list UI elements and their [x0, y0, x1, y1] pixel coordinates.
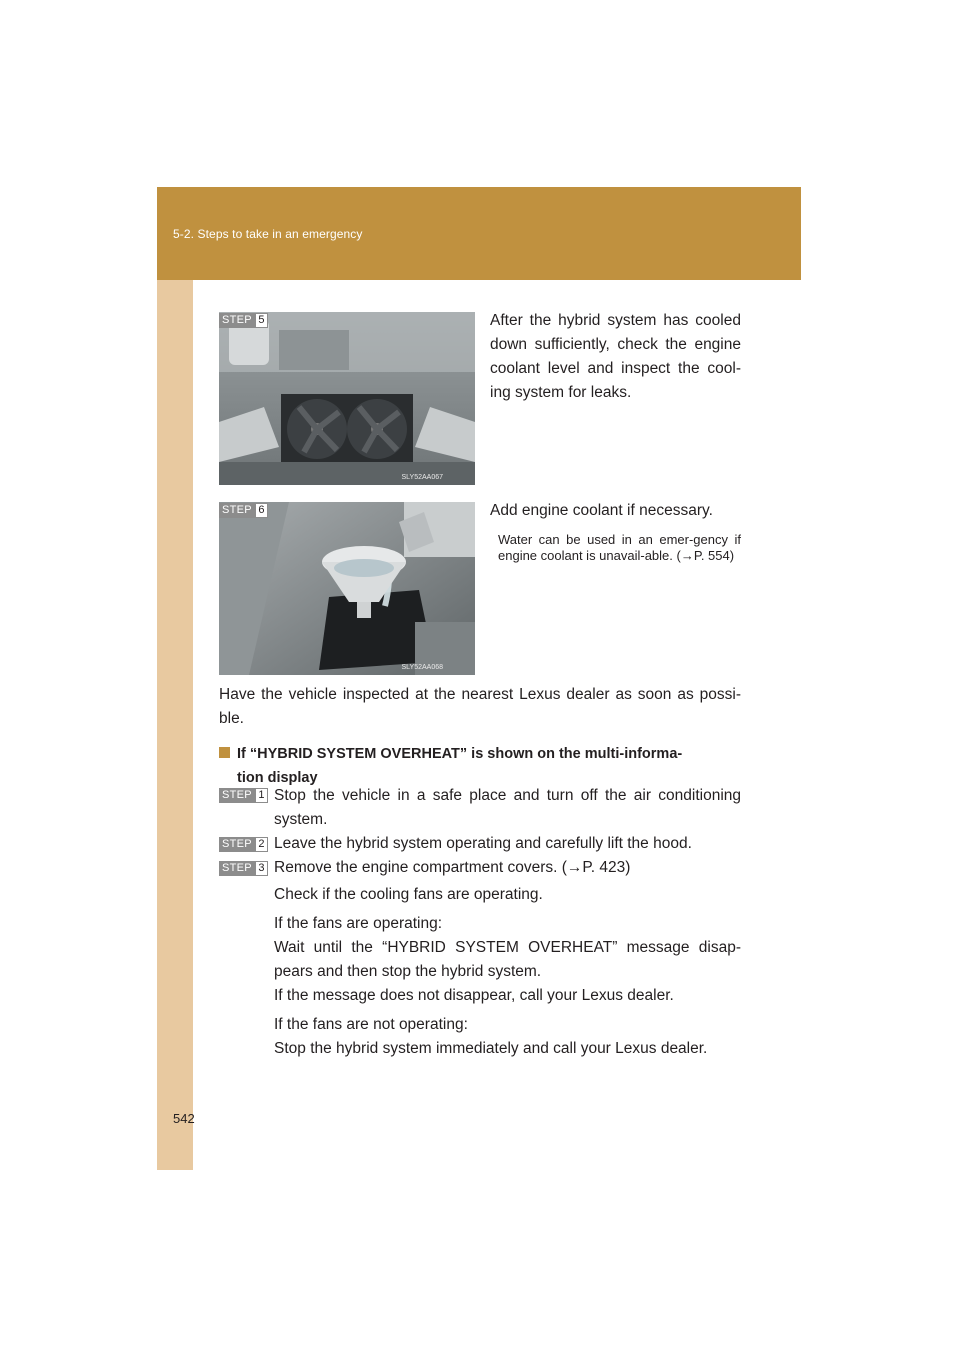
- step-number: 1: [255, 788, 268, 803]
- step-number: 2: [255, 837, 268, 852]
- coolant-funnel-illustration: [219, 502, 475, 675]
- heading-text: If “HYBRID SYSTEM OVERHEAT” is shown on the multi-informa-: [237, 746, 683, 762]
- side-strip: [157, 187, 193, 1170]
- fans-operating-followup: If the message does not disappear, call your Lexus dealer.: [274, 987, 674, 1004]
- overheat-heading-line1: [219, 742, 741, 766]
- step-1-text: Stop the vehicle in a safe place and turn off the air conditioning system.: [274, 787, 741, 828]
- step-label: STEP: [219, 503, 255, 518]
- overheat-heading: [219, 742, 741, 790]
- step-2-badge: [219, 837, 268, 852]
- step-5-text: After the hybrid system has cooled down sufficiently, check the engine coolant level and inspect the cool-ing system for leaks.: [490, 312, 741, 401]
- section-title: 5-2. Steps to take in an emergency: [173, 227, 363, 241]
- step-1-badge: [219, 788, 268, 803]
- step-6-text: Add engine coolant if necessary.: [490, 502, 713, 519]
- fans-operating-label: If the fans are operating:: [274, 915, 443, 932]
- step-number: 5: [255, 313, 268, 328]
- fans-not-operating-text: Stop the hybrid system immediately and call your Lexus dealer.: [274, 1040, 708, 1057]
- fans-not-operating-label: If the fans are not operating:: [274, 1016, 468, 1033]
- cooling-fans-photo: [219, 312, 475, 485]
- step-number: 3: [255, 861, 268, 876]
- image-code: SLY52AA068: [401, 664, 443, 671]
- page-number: 542: [173, 1111, 195, 1126]
- step-label: STEP: [219, 313, 255, 328]
- check-fans-text: Check if the cooling fans are operating.: [274, 886, 543, 903]
- cooling-fans-illustration: [219, 312, 475, 485]
- step-3-text: Remove the engine compartment covers. (→P. 423): [274, 859, 631, 876]
- step-number: 6: [255, 503, 268, 518]
- step-label: STEP: [219, 788, 255, 803]
- step-5-badge: [219, 313, 268, 328]
- fans-operating-text: Wait until the “HYBRID SYSTEM OVERHEAT” message disap-pears and then stop the hybrid system.: [274, 939, 741, 980]
- inspection-text: Have the vehicle inspected at the nearest Lexus dealer as soon as possi-ble.: [219, 686, 741, 727]
- step-2-text: Leave the hybrid system operating and carefully lift the hood.: [274, 835, 692, 852]
- overheat-heading-line2: tion display: [237, 770, 318, 786]
- section-square-icon: [219, 747, 230, 758]
- step-6-note: Water can be used in an emer-gency if engine coolant is unavail-able. (→P. 554): [498, 532, 741, 563]
- step-label: STEP: [219, 861, 255, 876]
- image-code: SLY52AA067: [401, 474, 443, 481]
- step-3-badge: [219, 861, 268, 876]
- coolant-photo: [219, 502, 475, 675]
- step-label: STEP: [219, 837, 255, 852]
- step-6-badge: [219, 503, 268, 518]
